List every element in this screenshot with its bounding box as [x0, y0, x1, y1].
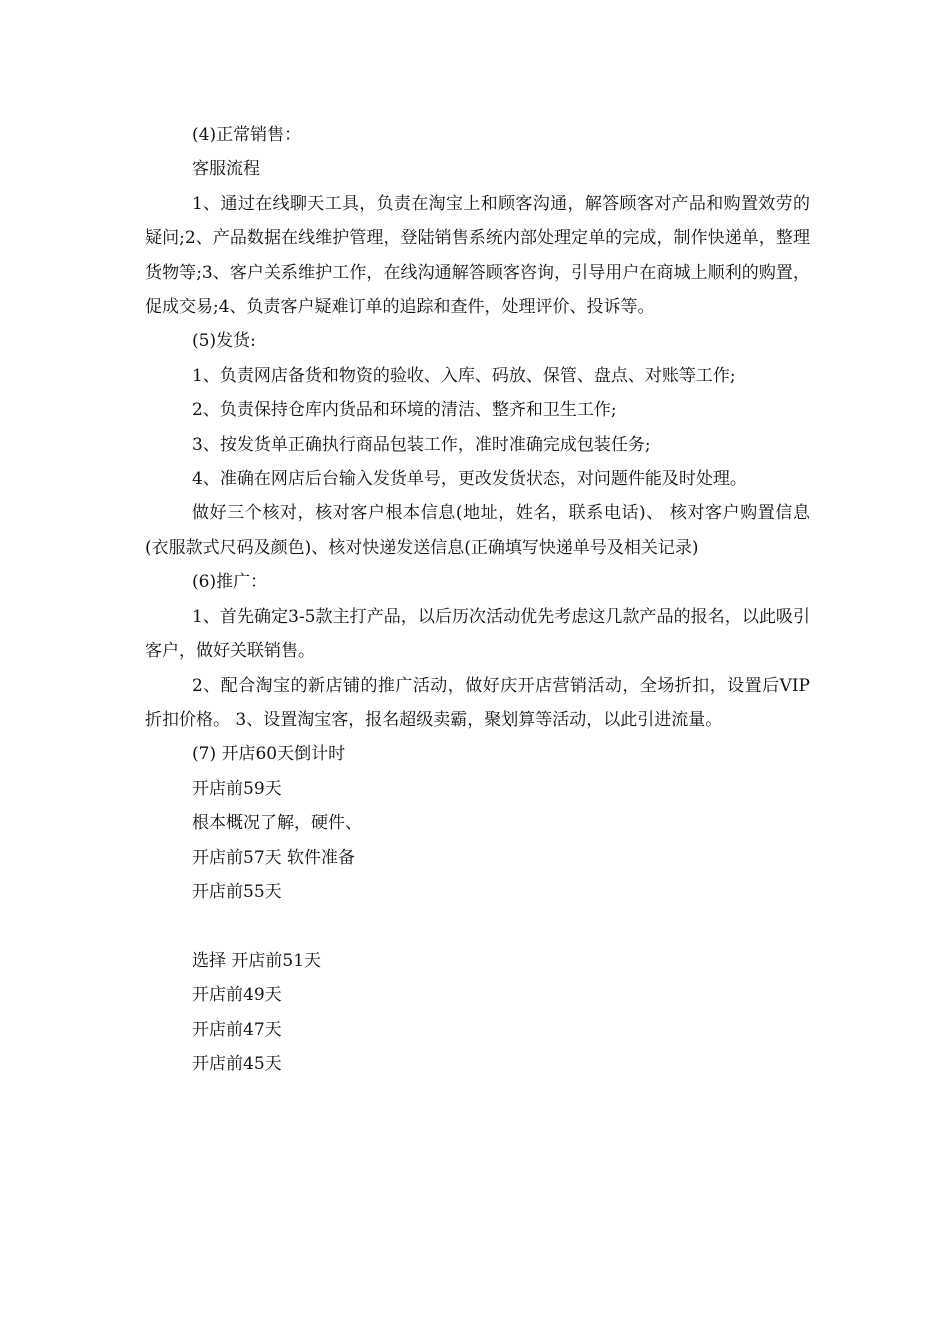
countdown-day-59: 开店前59天: [192, 778, 282, 799]
countdown-day-45: 开店前45天: [192, 1053, 282, 1074]
subheading-customer-service-process: 客服流程: [192, 159, 260, 180]
heading-shipping: (5)发货:: [192, 331, 256, 352]
countdown-day-55: 开店前55天: [192, 881, 282, 902]
countdown-day-57: 开店前57天 软件准备: [192, 847, 356, 868]
shipping-item-2: 2、负责保持仓库内货品和环境的清洁、整齐和卫生工作;: [192, 400, 617, 421]
countdown-basic-overview: 根本概况了解，硬件、: [192, 813, 362, 834]
countdown-day-51: 选择 开店前51天: [192, 950, 322, 971]
paragraph-three-checks: 做好三个核对，核对客户根本信息(地址，姓名，联系电话)、 核对客户购置信息(衣服款式尺码及颜色)、核对快递发送信息(正确填写快递单号及相关记录): [145, 503, 810, 558]
countdown-day-49: 开店前49天: [192, 985, 282, 1006]
heading-normal-sales: (4)正常销售：: [192, 125, 302, 145]
shipping-item-1: 1、负责网店备货和物资的验收、入库、码放、保管、盘点、对账等工作;: [192, 365, 736, 386]
shipping-item-3: 3、按发货单正确执行商品包装工作，准时准确完成包装任务;: [192, 434, 651, 455]
heading-promotion: (6)推广：: [192, 572, 268, 593]
shipping-item-4: 4、准确在网店后台输入发货单号，更改发货状态，对问题件能及时处理。: [192, 469, 747, 490]
heading-countdown: (7) 开店60天倒计时: [192, 744, 346, 765]
countdown-day-47: 开店前47天: [192, 1019, 282, 1040]
blank-line: [145, 909, 810, 943]
promotion-item-2: 2、配合淘宝的新店铺的推广活动，做好庆开店营销活动，全场折扣，设置后VIP折扣价格。 3、设置淘宝客，报名超级卖霸，聚划算等活动，以此引进流量。: [145, 675, 810, 730]
paragraph-customer-service-duties: 1、通过在线聊天工具，负责在淘宝上和顾客沟通，解答顾客对产品和购置效劳的疑问;2、产品数据在线维护管理，登陆销售系统内部处理定单的完成，制作快递单，整理货物等;3、客户关系维护工作，在线沟通解答顾客咨询，引导用户在商城上顺利的购置，促成交易;4、负责客户疑难订单的追踪和查件，处理评价、投诉等。: [145, 193, 810, 318]
document-body: [145, 118, 810, 1081]
promotion-item-1: 1、首先确定3-5款主打产品，以后历次活动优先考虑这几款产品的报名，以此吸引客户，做好关联销售。: [145, 606, 810, 662]
